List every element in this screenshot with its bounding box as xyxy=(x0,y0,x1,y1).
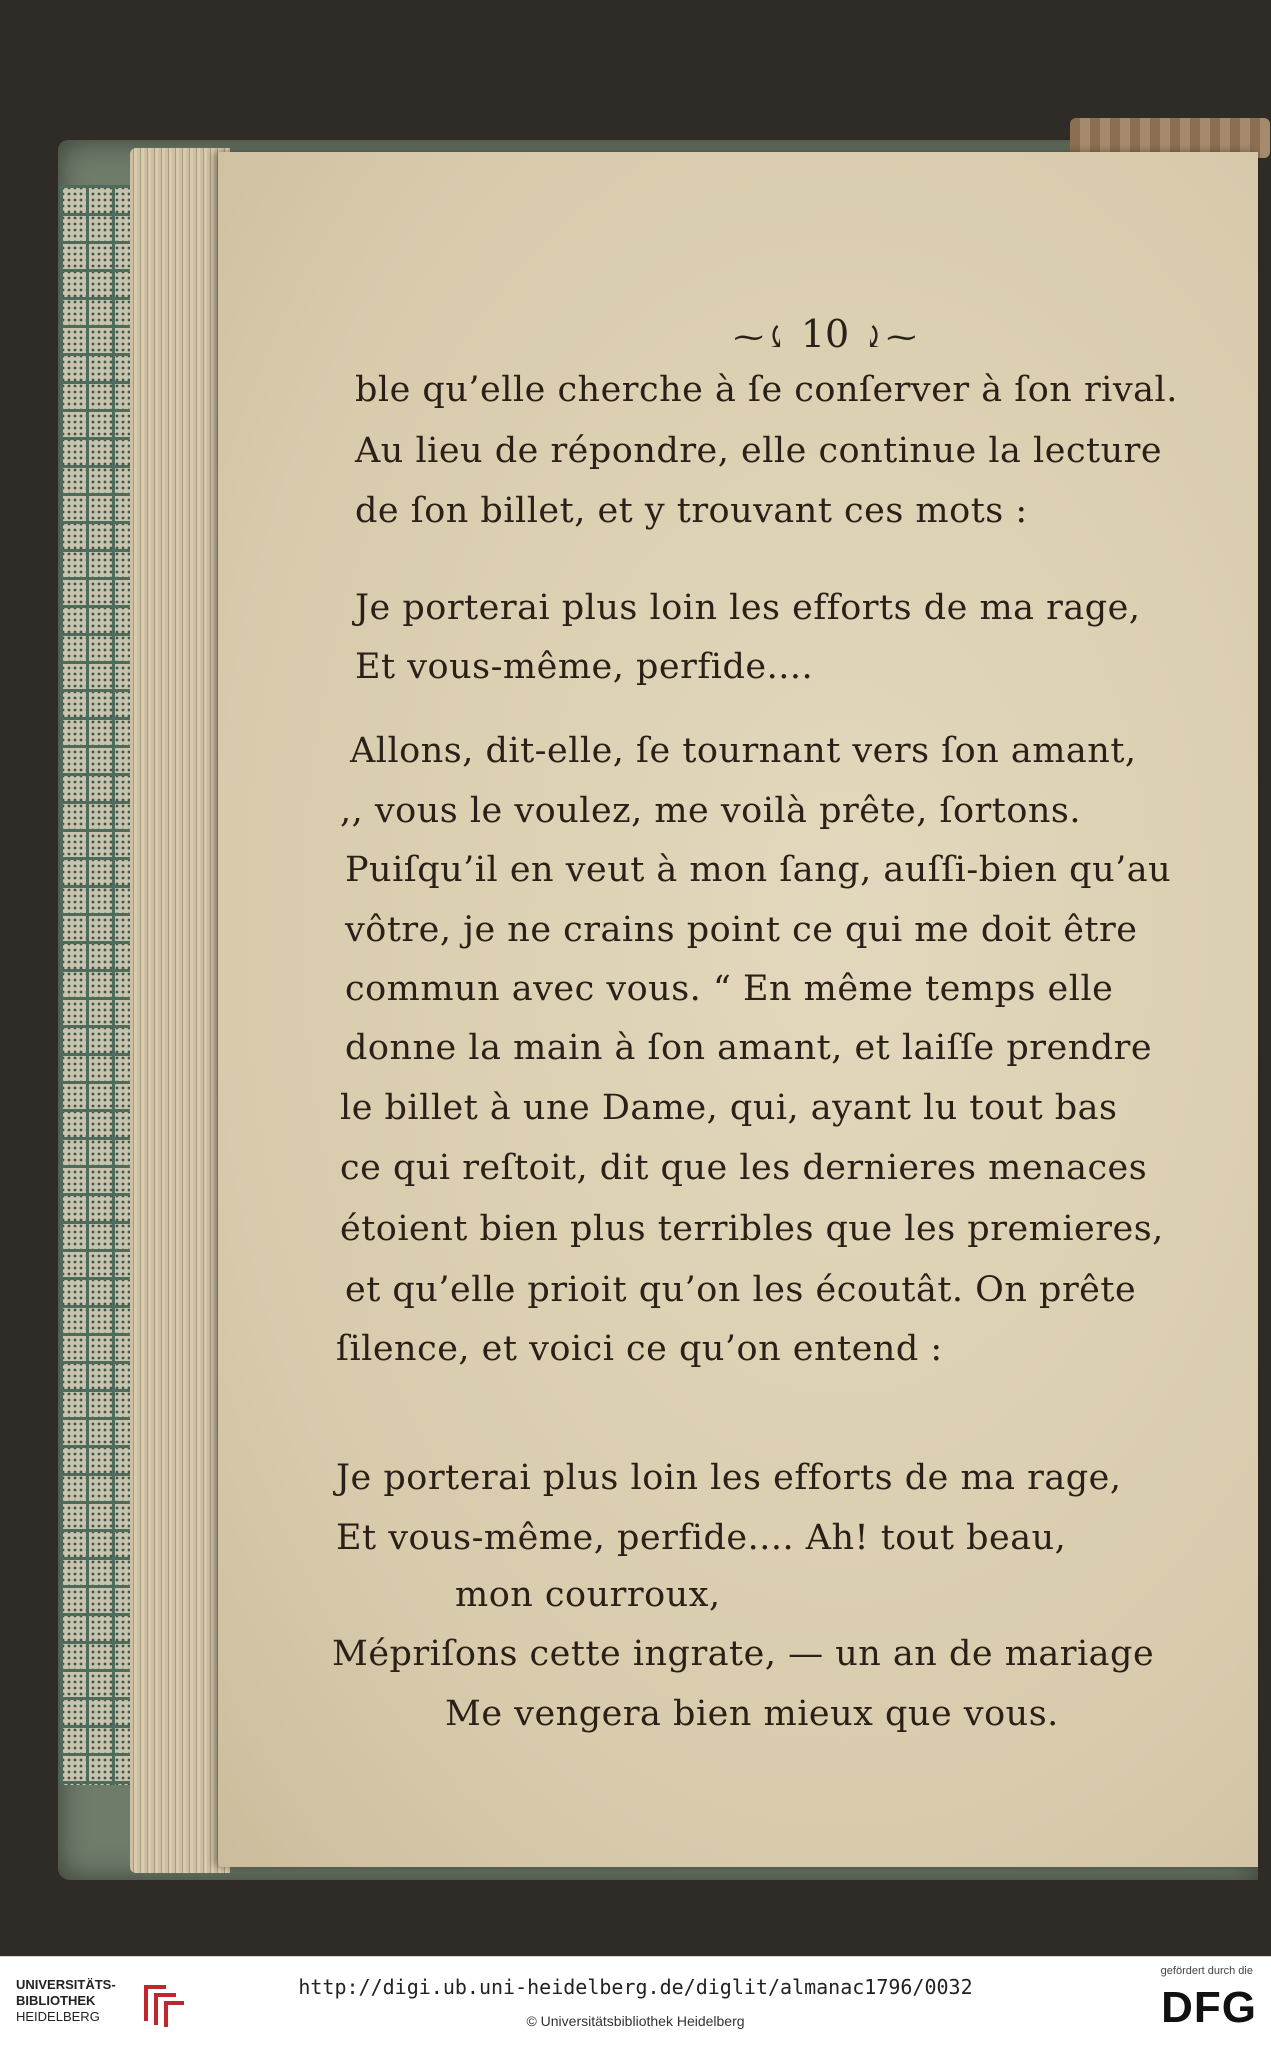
library-name-line3: HEIDELBERG xyxy=(16,2009,100,2024)
text-line: Puiſqu’il en veut à mon ſang, auſſi-bien qu’au xyxy=(345,850,1172,890)
ornament-right-icon: ⤸⁓ xyxy=(861,320,917,355)
library-name-line1: UNIVERSITÄTS- xyxy=(16,1977,116,1992)
text-line: ,, vous le voulez, me voilà prête, ſortons. xyxy=(340,791,1082,831)
ornament-left-icon: ⁓⤹ xyxy=(733,320,789,355)
text-line: ble qu’elle cherche à ſe conſerver à ſon rival. xyxy=(355,370,1178,410)
text-line: de ſon billet, et y trouvant ces mots : xyxy=(355,491,1028,531)
text-line: étoient bien plus terribles que les premieres, xyxy=(340,1209,1164,1249)
permalink-url[interactable]: http://digi.ub.uni-heidelberg.de/diglit/almanac1796/0032 xyxy=(298,1975,973,1999)
verse-line: Et vous-même, perfide.... xyxy=(355,647,814,687)
text-line: ce qui reſtoit, dit que les dernieres menaces xyxy=(340,1148,1148,1188)
verse-line: Je porterai plus loin les efforts de ma rage, xyxy=(336,1458,1122,1498)
text-line: ſilence, et voici ce qu’on entend : xyxy=(336,1329,943,1369)
verse-line: Je porterai plus loin les efforts de ma rage, xyxy=(355,588,1141,628)
text-line: le billet à une Dame, qui, ayant lu tout bas xyxy=(340,1088,1118,1128)
text-line: vôtre, je ne crains point ce qui me doit être xyxy=(345,910,1138,950)
verse-line: Mépriſons cette ingrate, — un an de mariage xyxy=(332,1634,1155,1674)
page-edges xyxy=(130,148,230,1873)
text-line: donne la main à ſon amant, et laiſſe prendre xyxy=(345,1028,1153,1068)
copyright-notice: © Universitätsbibliothek Heidelberg xyxy=(526,2013,745,2029)
text-line: commun avec vous. “ En même temps elle xyxy=(345,969,1114,1009)
verse-line: Me vengera bien mieux que vous. xyxy=(445,1694,1059,1734)
page-header xyxy=(700,312,950,356)
marbled-cover-edge xyxy=(60,185,138,1785)
verse-line: mon courroux, xyxy=(455,1575,721,1615)
text-line: Au lieu de répondre, elle continue la lecture xyxy=(355,431,1163,471)
footer-bar xyxy=(0,1956,1271,2049)
library-name-line2: BIBLIOTHEK xyxy=(16,1993,96,2008)
funded-by-label: gefördert durch die xyxy=(1160,1965,1253,1977)
text-line: Allons, dit-elle, ſe tournant vers ſon amant, xyxy=(350,731,1137,771)
dfg-logo[interactable]: DFG xyxy=(1161,1983,1257,2032)
page-number: 10 xyxy=(800,312,850,356)
verse-line: Et vous-même, perfide.... Ah! tout beau, xyxy=(336,1518,1067,1558)
text-line: et qu’elle prioit qu’on les écoutât. On prête xyxy=(345,1270,1137,1310)
